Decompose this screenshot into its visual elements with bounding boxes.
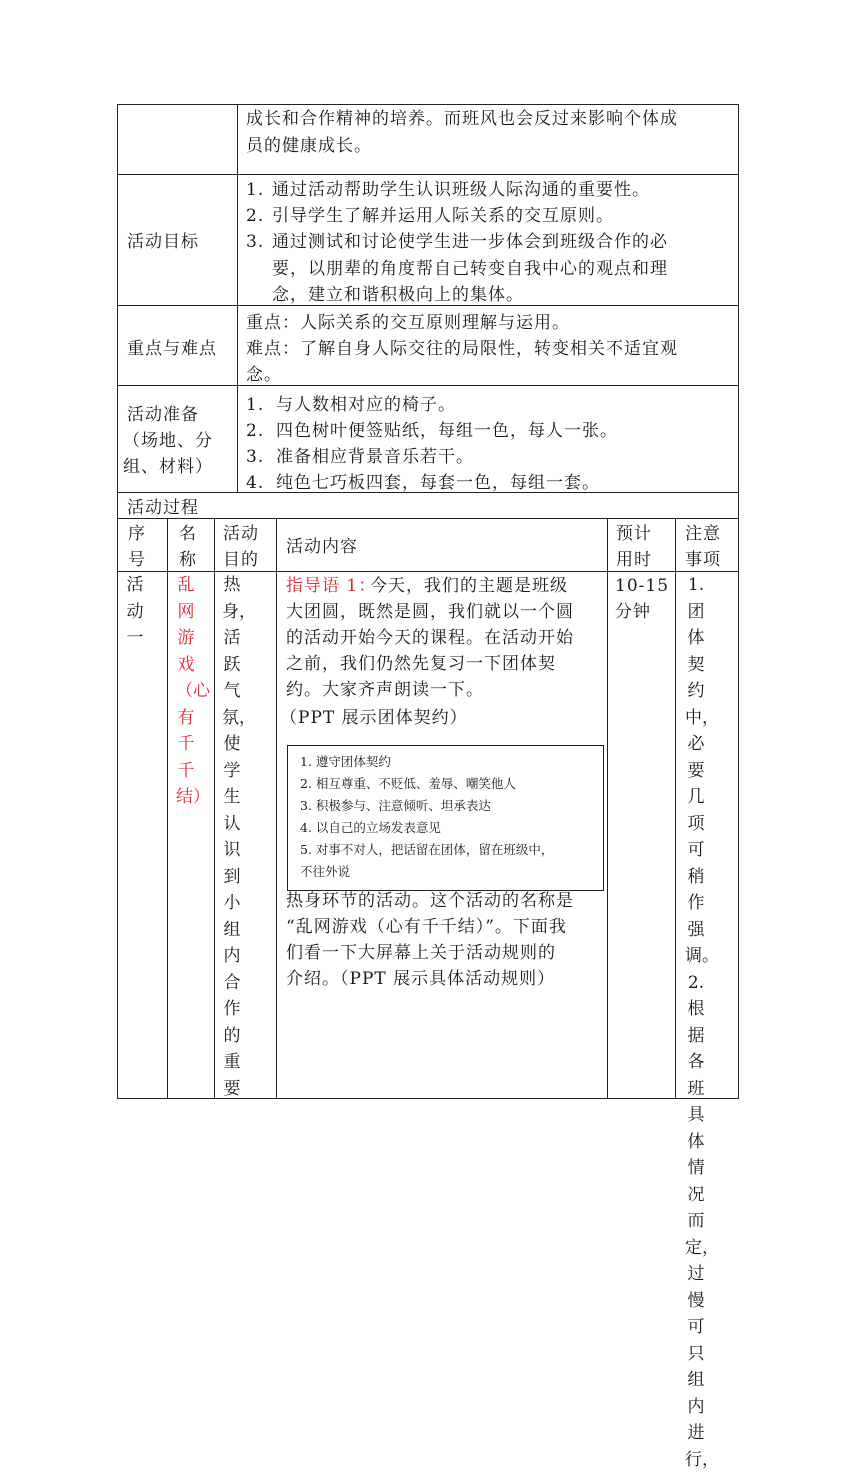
prep-label: 活动准备 [127,405,199,425]
content-line: 约。大家齐声朗读一下。 [286,680,484,700]
activity-time: 10-15 [615,576,670,596]
contract-item: 1. 遵守团体契约 [300,754,391,769]
group-contract-box [287,745,604,891]
content-line: 之前，我们仍然先复习一下团体契 [286,654,556,674]
header-time: 用时 [616,550,652,570]
header-time: 预计 [616,524,652,544]
contract-item: 2. 相互尊重、不贬低、羞辱、嘲笑他人 [300,776,516,791]
activity-notes: 1.团体契约中，必要几项可稍作强调。2.根据各班具体情况而定，过慢可只组内进行， [685,575,719,1470]
prep-label: （场地、分 [123,431,213,451]
prep-label: 组、材料） [123,457,213,477]
header-name: 名 [179,524,197,544]
contract-item: 不往外说 [300,864,351,879]
activity-time: 分钟 [615,602,651,622]
prep-item: 与人数相对应的椅子。 [276,395,456,415]
header-seq: 号 [128,550,146,570]
process-label: 活动过程 [127,498,199,518]
header-name: 称 [179,550,197,570]
intro-line: 员的健康成长。 [246,136,372,156]
contract-item: 4. 以自己的立场发表意见 [300,820,441,835]
prep-item: 四色树叶便签贴纸，每组一色，每人一张。 [276,421,618,441]
prep-item: 准备相应背景音乐若干。 [276,447,474,467]
goal-number: 3. [246,232,265,252]
prep-number: 4. [246,473,265,493]
content-line: （PPT 展示团体契约） [280,708,468,728]
activity-goal: 热身，活跃气氛，使学生认识到小组内合作的重要 [222,575,256,1099]
header-content: 活动内容 [286,537,358,557]
header-notes: 事项 [685,550,721,570]
content-line: 热身环节的活动。这个活动的名称是 [286,891,574,911]
difficulty-line: 难点：了解自身人际交往的局限性，转变相关不适宜观 [246,339,678,359]
goal-text: 通过活动帮助学生认识班级人际沟通的重要性。 [272,180,650,200]
content-line: 介绍。（PPT 展示具体活动规则） [286,969,556,989]
contract-item: 5. 对事不对人，把话留在团体，留在班级中， [300,842,554,857]
goal-text: 要，以朋辈的角度帮自己转变自我中心的观点和理 [272,259,668,279]
prep-number: 1. [246,395,265,415]
prep-number: 2. [246,421,265,441]
content-line: 的活动开始今天的课程。在活动开始 [286,628,574,648]
content-line: 大团圆，既然是圆，我们就以一个圆 [286,602,574,622]
prep-number: 3. [246,447,265,467]
header-seq: 序 [128,524,146,544]
content-line: “乱网游戏（心有千千结）”。下面我 [286,917,567,937]
activity-seq: 活动一 [126,575,144,648]
activity-name: 乱网游戏（心有千千结） [176,575,210,807]
difficulty-line: 念。 [246,365,282,385]
contract-item: 3. 积极参与、注意倾听、坦承表达 [300,798,491,813]
header-notes: 注意 [685,524,721,544]
goal-text: 引导学生了解并运用人际关系的交互原则。 [272,206,614,226]
goal-text: 通过测试和讨论使学生进一步体会到班级合作的必 [272,232,668,252]
intro-line: 成长和合作精神的培养。而班风也会反过来影响个体成 [246,109,678,129]
prep-item: 纯色七巧板四套，每套一色，每组一套。 [276,473,600,493]
content-line: 今天，我们的主题是班级 [370,576,568,596]
goal-text: 念，建立和谐积极向上的集体。 [272,285,524,305]
goal-number: 1. [246,180,265,200]
goals-label: 活动目标 [127,232,199,252]
key-point-line: 重点：人际关系的交互原则理解与运用。 [246,313,570,333]
goal-number: 2. [246,206,265,226]
header-goal: 活动 [223,524,259,544]
content-line: 们看一下大屏幕上关于活动规则的 [286,943,556,963]
key-points-label: 重点与难点 [127,339,217,359]
header-goal: 目的 [223,550,259,570]
guide-label: 指导语 1： [286,576,377,596]
